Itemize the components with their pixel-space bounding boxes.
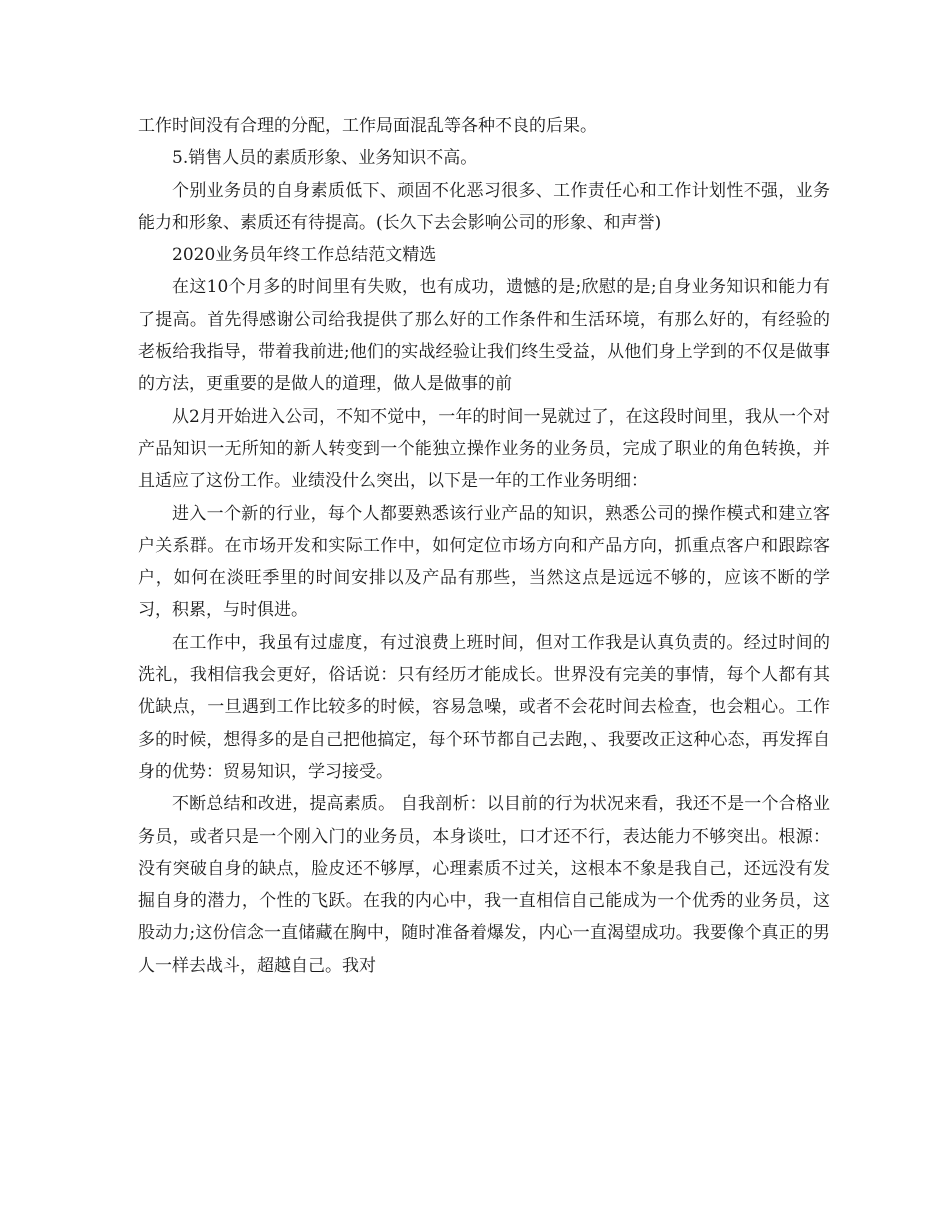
paragraph-point-5: 5.销售人员的素质形象、业务知识不高。 xyxy=(172,148,478,169)
paragraph-ten-months: 在这10个月多的时间里有失败，也有成功，遗憾的是;欣慰的是;自身业务知识和能力有了提高。首先得感谢公司给我提供了那么好的工作条件和生活环境，有那么好的，有经验的老板给我指导，带着我前进;他们的实战经验让我们终生受益，从他们身上学到的不仅是做事的方法，更重要的是做人的道理，做人是做事的前 xyxy=(138,277,830,395)
document-page xyxy=(138,110,830,982)
paragraph-new-industry: 进入一个新的行业，每个人都要熟悉该行业产品的知识，熟悉公司的操作模式和建立客户关系群。在市场开发和实际工作中，如何定位市场方向和产品方向，抓重点客户和跟踪客户，如何在淡旺季里的时间安排以及产品有那些，当然这点是远远不够的，应该不断的学习，积累，与时俱进。 xyxy=(138,503,830,621)
paragraph-at-work: 在工作中，我虽有过虚度，有过浪费上班时间，但对工作我是认真负责的。经过时间的洗礼，我相信我会更好，俗话说：只有经历才能成长。世界没有完美的事情，每个人都有其优缺点，一旦遇到工作比较多的时候，容易急噪，或者不会花时间去检查，也会粗心。工作多的时候，想得多的是自己把他搞定，每个环节都自己去跑，、我要改正这种心态，再发挥自身的优势：贸易知识，学习接受。 xyxy=(138,632,830,782)
paragraph-staff-quality: 个别业务员的自身素质低下、顽固不化恶习很多、工作责任心和工作计划性不强，业务能力和形象、素质还有待提高。(长久下去会影响公司的形象、和声誉) xyxy=(138,180,830,233)
paragraph-joined-company: 从2月开始进入公司，不知不觉中，一年的时间一晃就过了，在这段时间里，我从一个对产品知识一无所知的新人转变到一个能独立操作业务的业务员，完成了职业的角色转换，并且适应了这份工作。业绩没什么突出，以下是一年的工作业务明细： xyxy=(138,406,830,492)
section-heading: 2020业务员年终工作总结范文精选 xyxy=(172,245,437,266)
paragraph-self-analysis: 不断总结和改进，提高素质。 自我剖析：以目前的行为状况来看，我还不是一个合格业务员，或者只是一个刚入门的业务员，本身谈吐，口才还不行，表达能力不够突出。根源：没有突破自身的缺点，脸皮还不够厚，心理素质不过关，这根本不象是我自己，还远没有发掘自身的潜力，个性的飞跃。在我的内心中，我一直相信自己能成为一个优秀的业务员，这股动力;这份信念一直储藏在胸中，随时准备着爆发，内心一直渴望成功。我要像个真正的男人一样去战斗，超越自己。我对 xyxy=(138,794,830,976)
paragraph-continuation: 工作时间没有合理的分配，工作局面混乱等各种不良的后果。 xyxy=(138,116,597,136)
